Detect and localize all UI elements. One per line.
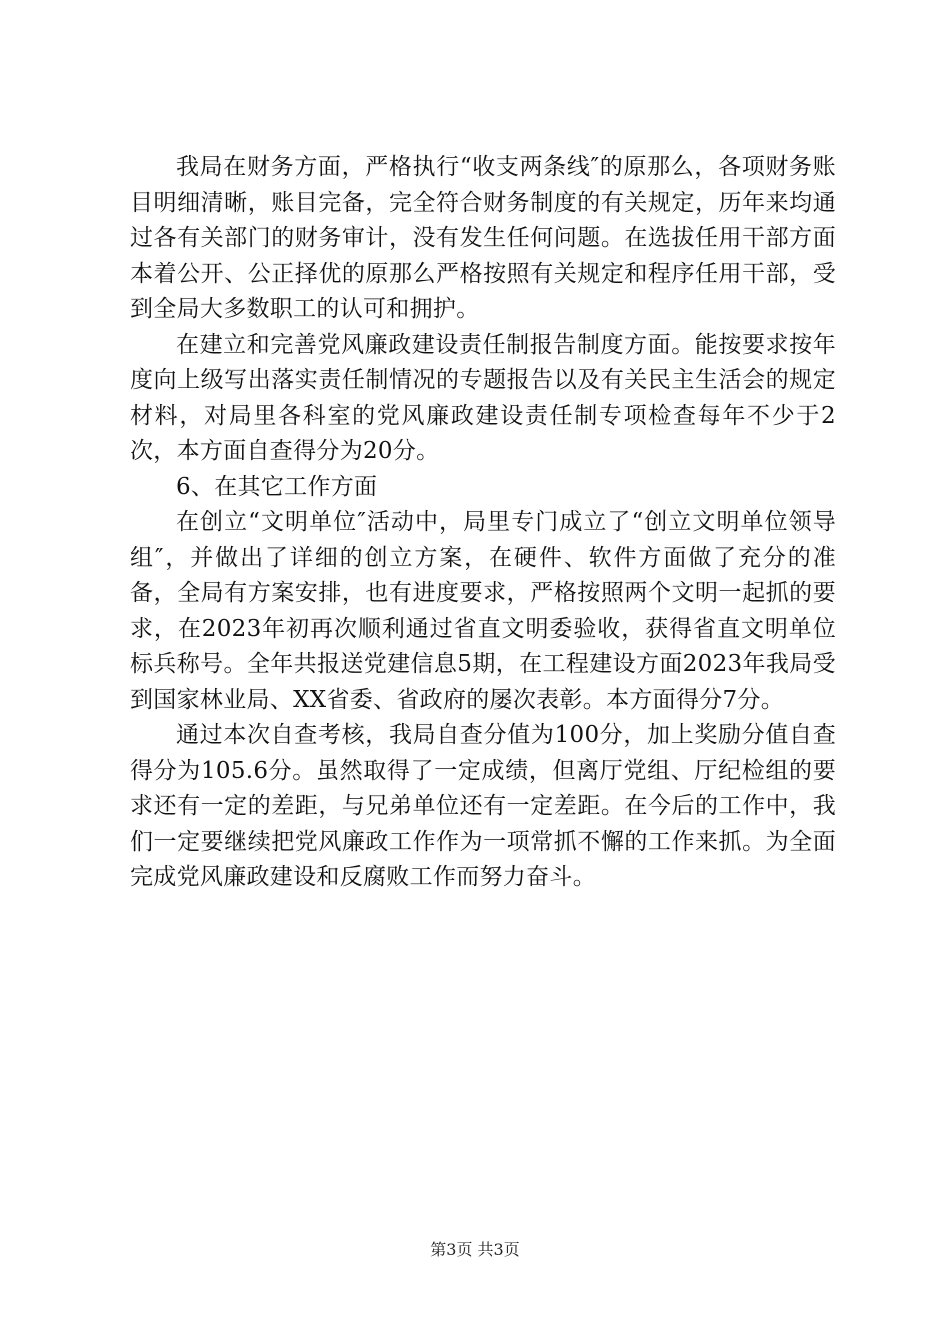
page-footer: 第3页 共3页 xyxy=(430,1240,520,1259)
document-body xyxy=(130,150,836,896)
paragraph-responsibility-report: 在建立和完善党风廉政建设责任制报告制度方面。能按要求按年度向上级写出落实责任制情况的专题报告以及有关民主生活会的规定材料，对局里各科室的党风廉政建设责任制专项检查每年不少于2次，本方面自查得分为20分。 xyxy=(130,331,836,464)
paragraph-conclusion: 通过本次自查考核，我局自查分值为100分，加上奖励分值自查得分为105.6分。虽然取得了一定成绩，但离厅党组、厅纪检组的要求还有一定的差距，与兄弟单位还有一定差距。在今后的工作中，我们一定要继续把党风廉政工作作为一项常抓不懈的工作来抓。为全面完成党风廉政建设和反腐败工作而努力奋斗。 xyxy=(130,722,836,890)
paragraph-civilized-unit: 在创立“文明单位″活动中，局里专门成立了“创立文明单位领导组″，并做出了详细的创立方案，在硬件、软件方面做了充分的准备，全局有方案安排，也有进度要求，严格按照两个文明一起抓的要求，在2023年初再次顺利通过省直文明委验收，获得省直文明单位标兵称号。全年共报送党建信息5期，在工程建设方面2023年我局受到国家林业局、XX省委、省政府的屡次表彰。本方面得分7分。 xyxy=(130,509,836,713)
section-heading-other-work: 6、在其它工作方面 xyxy=(176,473,378,500)
paragraph-finance: 我局在财务方面，严格执行“收支两条线″的原那么，各项财务账目明细清晰，账目完备，完全符合财务制度的有关规定，历年来均通过各有关部门的财务审计，没有发生任何问题。在选拔任用干部方面本着公开、公正择优的原那么严格按照有关规定和程序任用干部，受到全局大多数职工的认可和拥护。 xyxy=(130,154,836,322)
